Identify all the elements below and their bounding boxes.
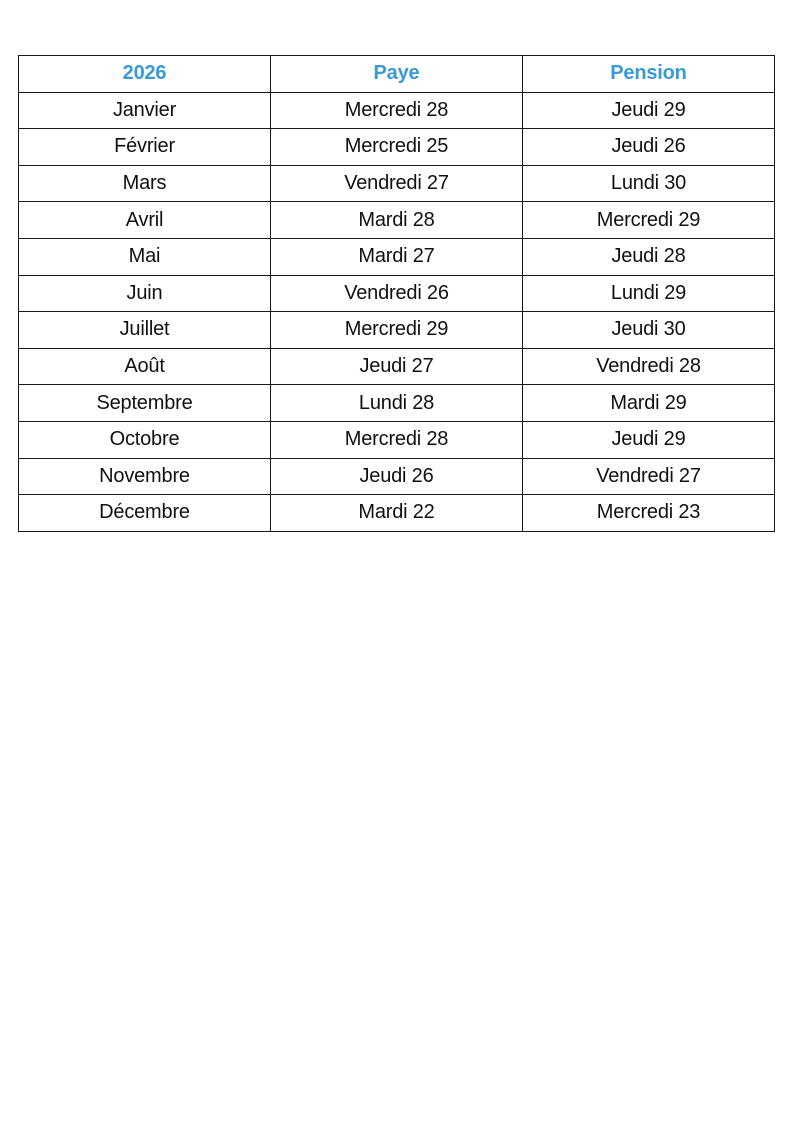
month-cell: Décembre: [19, 495, 271, 532]
month-cell: Février: [19, 129, 271, 166]
month-cell: Juin: [19, 275, 271, 312]
paye-cell: Mardi 22: [271, 495, 523, 532]
paye-cell: Vendredi 26: [271, 275, 523, 312]
table-row: [19, 495, 775, 532]
paye-cell: Mercredi 28: [271, 92, 523, 129]
pension-cell: Jeudi 30: [523, 312, 775, 349]
month-cell: Novembre: [19, 458, 271, 495]
payment-calendar-table: [18, 55, 775, 532]
month-cell: Août: [19, 348, 271, 385]
table-row: [19, 202, 775, 239]
pension-cell: Jeudi 29: [523, 421, 775, 458]
pension-cell: Vendredi 27: [523, 458, 775, 495]
table-row: [19, 238, 775, 275]
table-row: [19, 129, 775, 166]
table-row: [19, 312, 775, 349]
pension-cell: Mercredi 29: [523, 202, 775, 239]
paye-cell: Lundi 28: [271, 385, 523, 422]
pension-cell: Jeudi 28: [523, 238, 775, 275]
paye-cell: Vendredi 27: [271, 165, 523, 202]
pension-cell: Jeudi 29: [523, 92, 775, 129]
month-cell: Avril: [19, 202, 271, 239]
month-cell: Septembre: [19, 385, 271, 422]
pension-cell: Vendredi 28: [523, 348, 775, 385]
pension-cell: Jeudi 26: [523, 129, 775, 166]
table-row: [19, 385, 775, 422]
pension-cell: Mardi 29: [523, 385, 775, 422]
table-row: [19, 458, 775, 495]
month-cell: Octobre: [19, 421, 271, 458]
paye-cell: Mercredi 29: [271, 312, 523, 349]
pension-cell: Lundi 30: [523, 165, 775, 202]
table-row: [19, 421, 775, 458]
pension-cell: Mercredi 23: [523, 495, 775, 532]
table-row: [19, 92, 775, 129]
month-cell: Mai: [19, 238, 271, 275]
paye-cell: Jeudi 27: [271, 348, 523, 385]
pension-cell: Lundi 29: [523, 275, 775, 312]
paye-cell: Mercredi 25: [271, 129, 523, 166]
month-cell: Mars: [19, 165, 271, 202]
header-paye: Paye: [271, 56, 523, 93]
month-cell: Juillet: [19, 312, 271, 349]
paye-cell: Mercredi 28: [271, 421, 523, 458]
paye-cell: Jeudi 26: [271, 458, 523, 495]
header-pension: Pension: [523, 56, 775, 93]
table-header-row: [19, 56, 775, 93]
paye-cell: Mardi 27: [271, 238, 523, 275]
table-row: [19, 275, 775, 312]
month-cell: Janvier: [19, 92, 271, 129]
header-year: 2026: [19, 56, 271, 93]
table-row: [19, 348, 775, 385]
table-row: [19, 165, 775, 202]
paye-cell: Mardi 28: [271, 202, 523, 239]
